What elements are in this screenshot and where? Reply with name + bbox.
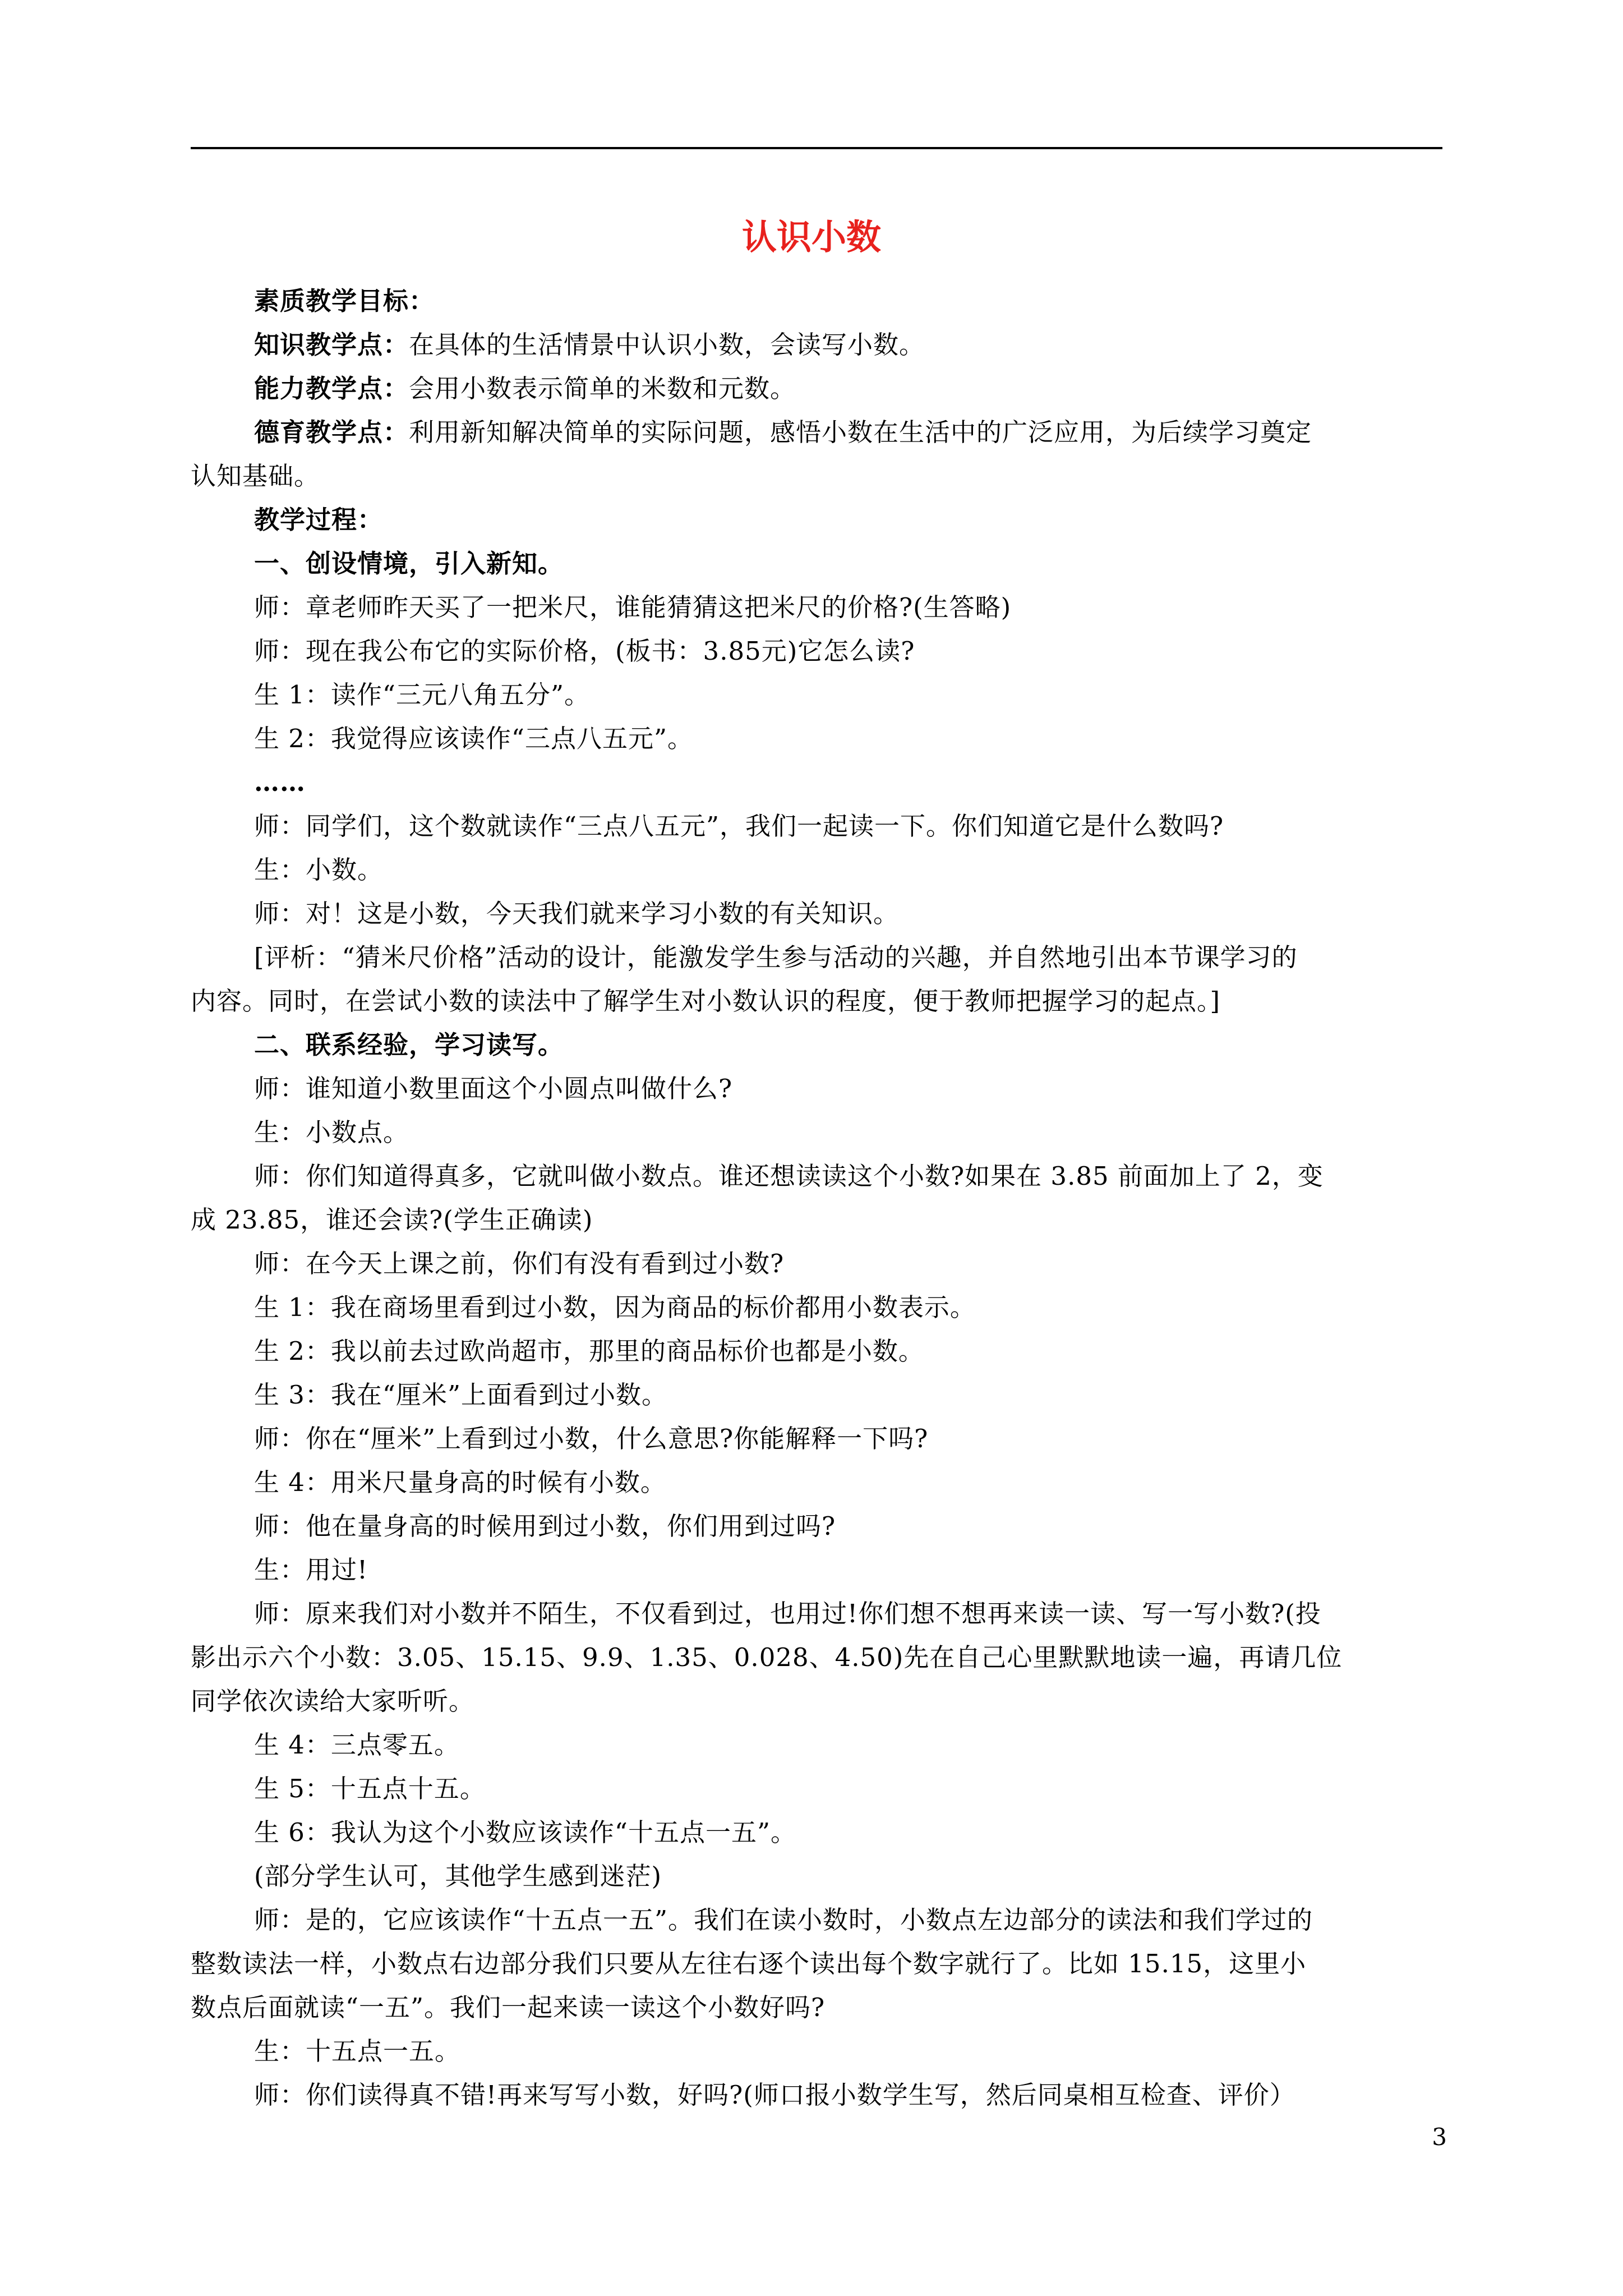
- text-segment: 师：他在量身高的时候用到过小数，你们用到过吗?: [254, 1511, 836, 1541]
- text-line: [254, 1286, 1442, 1329]
- text-segment: 数点后面就读“一五”。我们一起来读一读这个小数好吗?: [191, 1993, 826, 2022]
- text-segment: 师：同学们，这个数就读作“三点八五元”，我们一起读一下。你们知道它是什么数吗?: [254, 811, 1224, 841]
- text-segment: (部分学生认可，其他学生感到迷茫): [254, 1861, 662, 1891]
- text-line: [254, 1373, 1442, 1417]
- text-line: [254, 1592, 1442, 1636]
- text-segment: 生 4：用米尺量身高的时候有小数。: [254, 1467, 666, 1497]
- text-segment: 师：你们知道得真多，它就叫做小数点。谁还想读读这个小数?如果在 3.85 前面加上了 2，变: [254, 1161, 1324, 1191]
- text-segment: 师：你在“厘米”上看到过小数，什么意思?你能解释一下吗?: [254, 1424, 929, 1453]
- bold-label: 素质教学目标：: [254, 286, 435, 316]
- text-line: [254, 1154, 1442, 1198]
- text-segment: 生 5：十五点十五。: [254, 1774, 486, 1803]
- text-line: [254, 936, 1442, 979]
- text-segment: 会用小数表示简单的米数和元数。: [409, 374, 796, 403]
- text-line: [254, 892, 1442, 936]
- text-line-continuation: [191, 1636, 1442, 1680]
- bold-label: ……: [254, 767, 306, 797]
- text-line-continuation: [191, 1986, 1442, 2030]
- text-line: [254, 1855, 1442, 1898]
- text-segment: 生 2：我以前去过欧尚超市，那里的商品标价也都是小数。: [254, 1336, 924, 1366]
- text-segment: 生 2：我觉得应该读作“三点八五元”。: [254, 724, 693, 753]
- text-line: [254, 367, 1442, 411]
- text-segment: 生 4：三点零五。: [254, 1730, 460, 1760]
- text-line: [254, 279, 1442, 323]
- text-line: [254, 1417, 1442, 1461]
- bold-label: 能力教学点：: [254, 374, 409, 403]
- text-line: [254, 411, 1442, 454]
- bold-label: 知识教学点：: [254, 330, 409, 360]
- text-line: [254, 586, 1442, 629]
- text-segment: 内容。同时，在尝试小数的读法中了解学生对小数认识的程度，便于教师把握学习的起点。]: [191, 986, 1221, 1016]
- text-segment: 生 1：我在商场里看到过小数，因为商品的标价都用小数表示。: [254, 1292, 976, 1322]
- text-segment: 在具体的生活情景中认识小数，会读写小数。: [409, 330, 925, 360]
- text-segment: 师：谁知道小数里面这个小圆点叫做什么?: [254, 1074, 733, 1103]
- text-line: [254, 717, 1442, 761]
- text-line-continuation: [191, 1942, 1442, 1986]
- text-line-continuation: [191, 1680, 1442, 1723]
- text-line: [254, 2073, 1442, 2117]
- text-line: [254, 629, 1442, 673]
- text-line: [254, 1023, 1442, 1067]
- text-line: [254, 498, 1442, 542]
- text-line: [254, 1723, 1442, 1767]
- text-segment: 师：是的，它应该读作“十五点一五”。我们在读小数时，小数点左边部分的读法和我们学过的: [254, 1905, 1313, 1935]
- page-title: 认识小数: [741, 217, 881, 257]
- text-segment: 师：对！这是小数，今天我们就来学习小数的有关知识。: [254, 899, 900, 928]
- text-segment: 利用新知解决简单的实际问题，感悟小数在生活中的广泛应用，为后续学习奠定: [409, 417, 1312, 447]
- text-segment: 师：章老师昨天买了一把米尺，谁能猜猜这把米尺的价格?(生答略): [254, 592, 1012, 622]
- bold-label: 一、创设情境，引入新知。: [254, 549, 564, 578]
- text-line: [254, 1767, 1442, 1811]
- bold-label: 教学过程：: [254, 505, 384, 535]
- text-line: [254, 804, 1442, 848]
- text-segment: 生 1：读作“三元八角五分”。: [254, 680, 590, 710]
- text-segment: 师：在今天上课之前，你们有没有看到过小数?: [254, 1249, 785, 1278]
- text-segment: 同学依次读给大家听听。: [191, 1686, 475, 1716]
- text-segment: 生：小数。: [254, 855, 384, 885]
- bold-label: 二、联系经验，学习读写。: [254, 1030, 564, 1060]
- text-line: [254, 542, 1442, 586]
- text-line: [254, 673, 1442, 717]
- text-segment: 生：小数点。: [254, 1117, 409, 1147]
- text-segment: 师：现在我公布它的实际价格，(板书：3.85元)它怎么读?: [254, 636, 915, 666]
- text-segment: 师：你们读得真不错!再来写写小数，好吗?(师口报小数学生写，然后同桌相互检查、评价）: [254, 2080, 1295, 2110]
- text-line: [254, 1898, 1442, 1942]
- text-line: [254, 1111, 1442, 1154]
- text-segment: 生 3：我在“厘米”上面看到过小数。: [254, 1380, 667, 1410]
- text-line: [254, 1811, 1442, 1855]
- text-segment: 影出示六个小数：3.05、15.15、9.9、1.35、0.028、4.50)先在自己心里默默地读一遍，再请几位: [191, 1642, 1343, 1672]
- text-line: [254, 1548, 1442, 1592]
- bold-label: 德育教学点：: [254, 417, 409, 447]
- text-line: [254, 2030, 1442, 2073]
- text-line: [254, 1242, 1442, 1286]
- text-line-continuation: [191, 979, 1442, 1023]
- text-line: [254, 1329, 1442, 1373]
- text-line-continuation: [191, 1198, 1442, 1242]
- text-segment: [评析：“猜米尺价格”活动的设计，能激发学生参与活动的兴趣，并自然地引出本节课学习的: [254, 942, 1298, 972]
- text-segment: 生：用过!: [254, 1555, 368, 1585]
- lesson-body: [191, 279, 1442, 2117]
- text-line: [254, 1067, 1442, 1111]
- text-line: [254, 761, 1442, 804]
- text-line: [254, 1461, 1442, 1504]
- page-number: 3: [1432, 2123, 1447, 2151]
- text-line: [254, 848, 1442, 892]
- text-segment: 生：十五点一五。: [254, 2036, 461, 2066]
- text-line: [254, 1504, 1442, 1548]
- header-rule: [191, 147, 1442, 149]
- text-segment: 生 6：我认为这个小数应该读作“十五点一五”。: [254, 1818, 796, 1847]
- text-segment: 整数读法一样，小数点右边部分我们只要从左往右逐个读出每个数字就行了。比如 15.15，这里小: [191, 1949, 1307, 1978]
- text-segment: 师：原来我们对小数并不陌生，不仅看到过，也用过!你们想不想再来读一读、写一写小数?(投: [254, 1599, 1321, 1628]
- text-segment: 认知基础。: [191, 461, 320, 491]
- text-segment: 成 23.85，谁还会读?(学生正确读): [191, 1205, 593, 1235]
- text-line-continuation: [191, 454, 1442, 498]
- text-line: [254, 323, 1442, 367]
